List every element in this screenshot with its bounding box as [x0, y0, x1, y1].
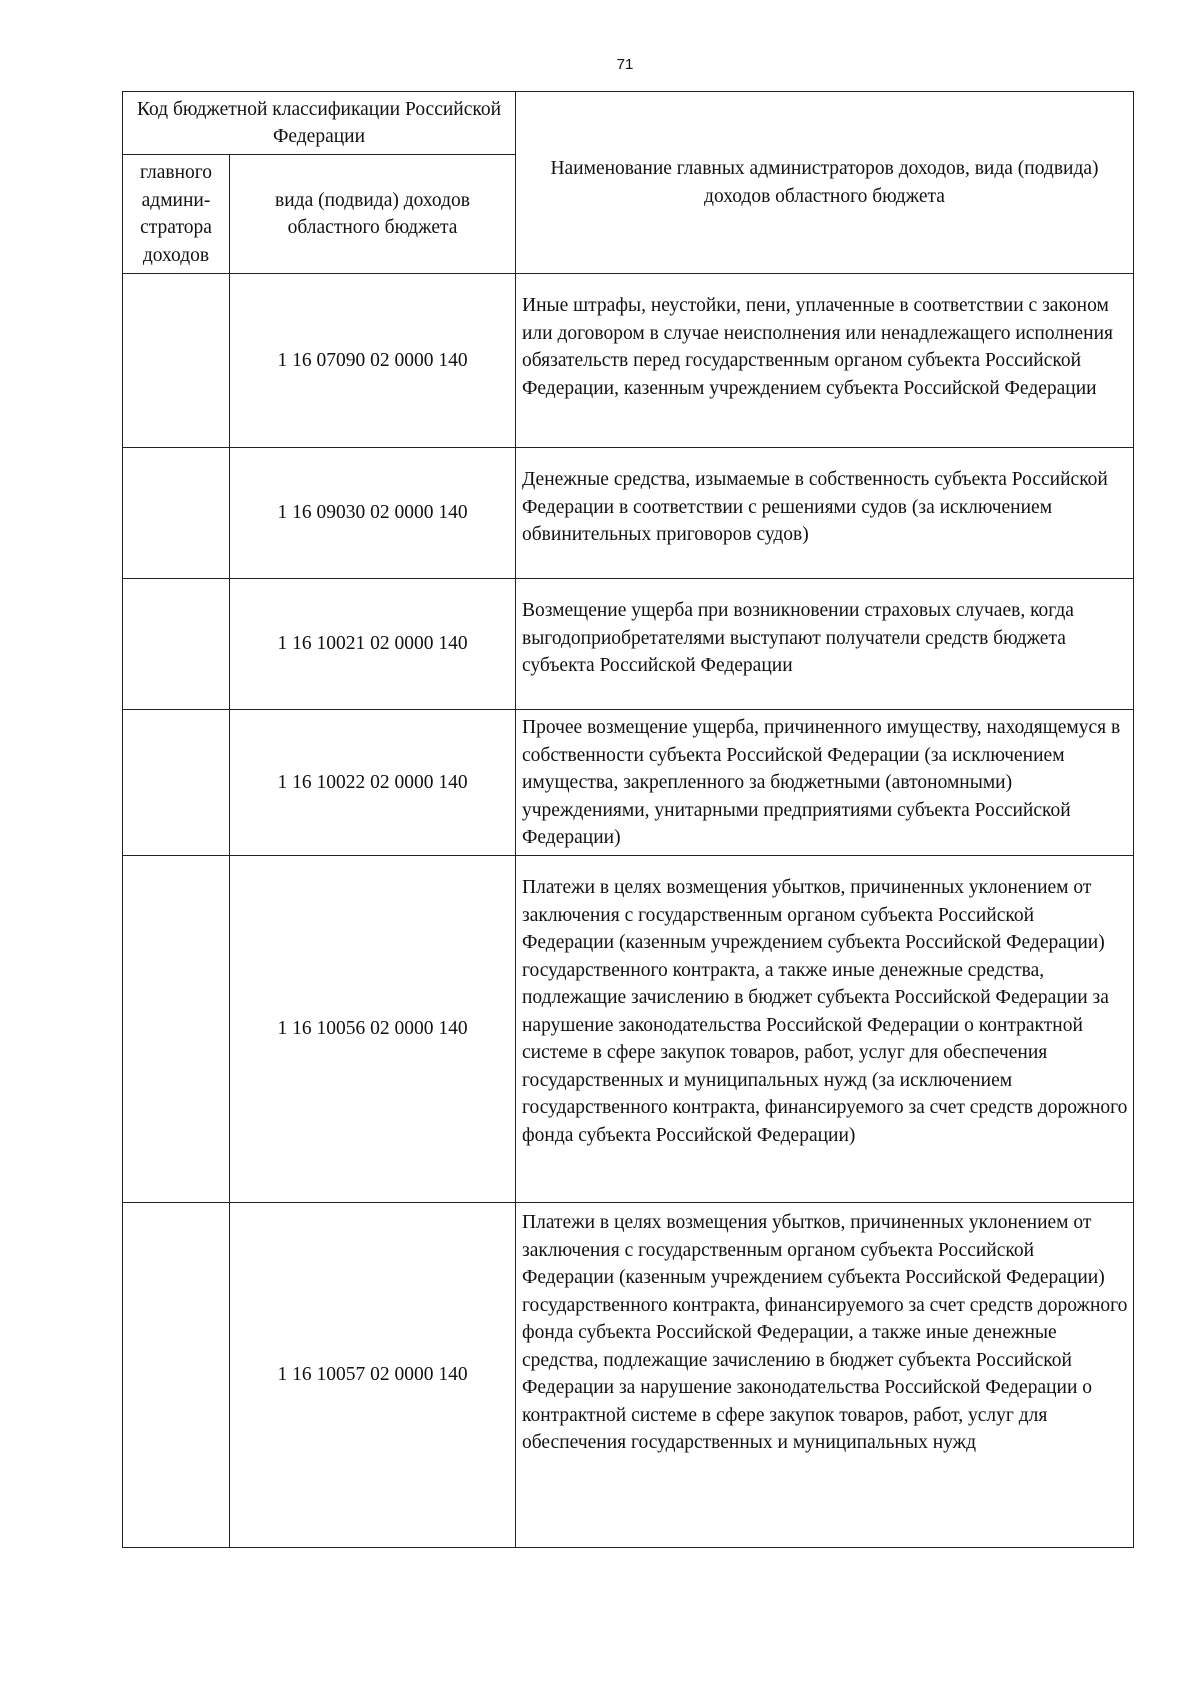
name-column-header: Наименование главных администраторов доходов, вида (подвида) доходов областного бюджета: [516, 92, 1134, 274]
table-row: [123, 448, 1134, 579]
income-code-cell: 1 16 10057 02 0000 140: [230, 1203, 516, 1548]
income-name-cell: Денежные средства, изымаемые в собственность субъекта Российской Федерации в соответствии с решениями судов (за исключением обвинительных приговоров судов): [516, 448, 1134, 579]
table-row: [123, 579, 1134, 710]
income-code-cell: 1 16 10056 02 0000 140: [230, 856, 516, 1203]
type-column-header: вида (подвида) доходов областного бюджета: [230, 155, 516, 274]
income-name-cell: Возмещение ущерба при возникновении страховых случаев, когда выгодоприобретателями выступают получатели средств бюджета субъекта Российской Федерации: [516, 579, 1134, 710]
income-code-cell: 1 16 10021 02 0000 140: [230, 579, 516, 710]
admin-code-cell: [123, 448, 230, 579]
income-name-cell: Прочее возмещение ущерба, причиненного имуществу, находящемуся в собственности субъекта Российской Федерации (за исключением имущества, закрепленного за бюджетными (автономными) учреждениями, унитарными предприятиями субъекта Российской Федерации): [516, 710, 1134, 856]
income-name-cell: Платежи в целях возмещения убытков, причиненных уклонением от заключения с государственным органом субъекта Российской Федерации (казенным учреждением субъекта Российской Федерации) государственного контракта, а также иные денежные средства, подлежащие зачислению в бюджет субъекта Российской Федерации за нарушение законодательства Российской Федерации о контрактной системе в сфере закупок товаров, работ, услуг для обеспечения государственных и муниципальных нужд (за исключением государственного контракта, финансируемого за счет средств дорожного фонда субъекта Российской Федерации): [516, 856, 1134, 1203]
income-name-cell: Платежи в целях возмещения убытков, причиненных уклонением от заключения с государственным органом субъекта Российской Федерации (казенным учреждением субъекта Российской Федерации) государственного контракта, финансируемого за счет средств дорожного фонда субъекта Российской Федерации, а также иные денежные средства, подлежащие зачислению в бюджет субъекта Российской Федерации за нарушение законодательства Российской Федерации о контрактной системе в сфере закупок товаров, работ, услуг для обеспечения государственных и муниципальных нужд: [516, 1203, 1134, 1548]
admin-code-cell: [123, 1203, 230, 1548]
table-row: [123, 856, 1134, 1203]
table-row: [123, 1203, 1134, 1548]
income-code-cell: 1 16 07090 02 0000 140: [230, 274, 516, 448]
table-row: [123, 710, 1134, 856]
admin-code-cell: [123, 274, 230, 448]
budget-classification-table: [122, 91, 1134, 1548]
admin-column-header: главного админи-стратора доходов: [123, 155, 230, 274]
income-code-cell: 1 16 09030 02 0000 140: [230, 448, 516, 579]
income-code-cell: 1 16 10022 02 0000 140: [230, 710, 516, 856]
header-row-top: [123, 92, 1134, 155]
code-group-header: Код бюджетной классификации Российской Федерации: [123, 92, 516, 155]
page-number: 71: [616, 56, 634, 73]
admin-code-cell: [123, 579, 230, 710]
admin-code-cell: [123, 710, 230, 856]
income-name-cell: Иные штрафы, неустойки, пени, уплаченные в соответствии с законом или договором в случае неисполнения или ненадлежащего исполнения обязательств перед государственным органом субъекта Российской Федерации, казенным учреждением субъекта Российской Федерации: [516, 274, 1134, 448]
table-row: [123, 274, 1134, 448]
admin-code-cell: [123, 856, 230, 1203]
